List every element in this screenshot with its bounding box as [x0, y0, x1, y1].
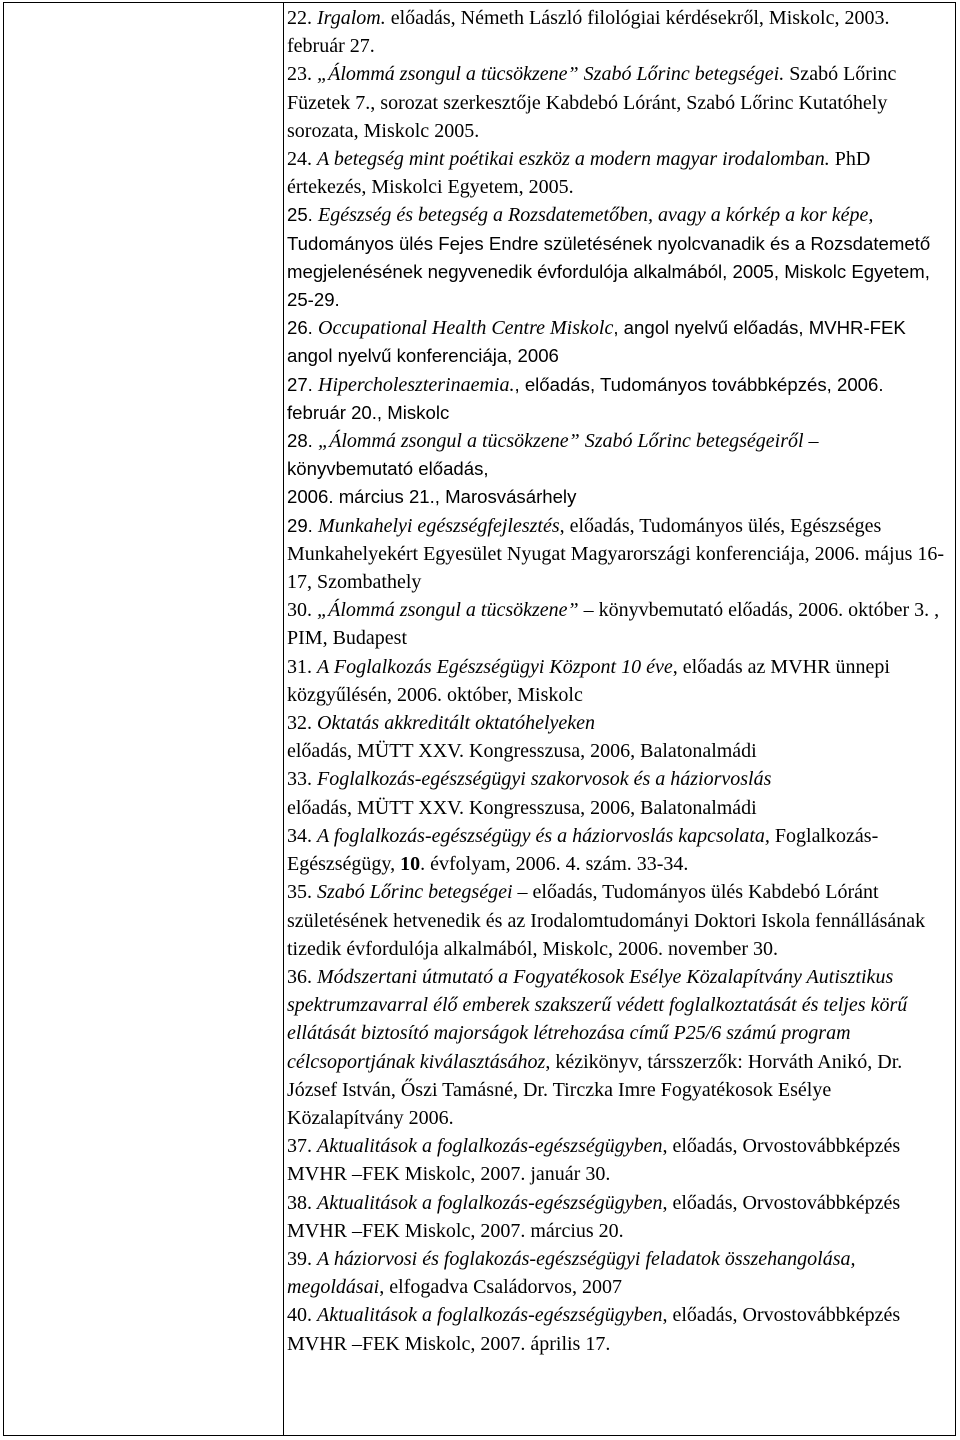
item-details: , előadás, Orvostovábbképzés MVHR –FEK Miskolc, 2007. április 17. — [287, 1304, 901, 1355]
item-number: 31. — [287, 655, 312, 678]
list-item — [287, 653, 947, 709]
item-title: Aktualitások a foglalkozás-egészségügyben — [317, 1304, 663, 1327]
list-item — [287, 314, 947, 370]
item-details: , előadás, Tudományos ülés, Egészséges Munkahelyekért Egyesület Nyugat Magyarországi konferenciája, 2006. május 16-17, Szombathely — [287, 514, 945, 594]
list-item — [287, 1132, 947, 1188]
item-title: Módszertani útmutató a Fogyatékosok Esélye Közalapítvány Autisztikus spektrumzavarral élő emberek szakszerű védett foglalkoztatását és teljes körű ellátását biztosító majorságok létrehozása című P25/6 számú program célcsoportjának kiválasztásához — [287, 965, 908, 1073]
item-number: 36. — [287, 965, 312, 988]
item-title: Egészség és betegség a Rozsdatemetőben, avagy a kórkép a kor képe, — [318, 204, 874, 227]
item-title: Munkahelyi egészségfejlesztés — [318, 514, 560, 537]
item-number: 25. — [287, 204, 313, 226]
item-title: Foglalkozás-egészségügyi szakorvosok és a háziorvoslás — [317, 768, 772, 791]
list-item — [287, 371, 947, 427]
item-details: – előadás, Tudományos ülés Kabdebó Lóránt születésének hetvenedik és az Irodalomtudományi Doktori Iskola fennállásának tizedik évfordulója alkalmából, Miskolc, 2006. november 30. — [287, 881, 926, 960]
list-item — [287, 427, 947, 512]
item-title: A betegség mint poétikai eszköz a modern magyar irodalomban. — [317, 148, 830, 171]
list-item — [287, 4, 947, 60]
item-number: 30. — [287, 599, 312, 622]
item-title: „Álommá zsongul a tücsökzene” — [317, 599, 579, 622]
item-number: 33. — [287, 768, 312, 791]
item-number: 22. — [287, 7, 312, 29]
item-number: 38. — [287, 1191, 312, 1214]
item-title: Hipercholeszterinaemia. — [318, 373, 515, 396]
item-details: Tudományos ülés Fejes Endre születésének nyolcvanadik és a Rozsdatemető megjelenésének negyvenedik évfordulója alkalmából, 2005, Miskolc Egyetem, 25-29. — [287, 232, 931, 311]
item-details: Szabó Lőrinc Füzetek 7., sorozat szerkesztője Kabdebó Lóránt, Szabó Lőrinc Kutatóhely sorozata, Miskolc 2005. — [287, 63, 897, 142]
item-title: Oktatás akkreditált oktatóhelyeken — [317, 712, 596, 735]
list-item — [287, 1245, 947, 1301]
list-item — [287, 878, 947, 963]
column-divider — [283, 3, 284, 1435]
list-item — [287, 201, 947, 314]
item-number: 28. — [287, 430, 313, 452]
item-number: 27. — [287, 373, 313, 395]
item-number: 37. — [287, 1135, 312, 1158]
list-item — [287, 963, 947, 1132]
item-journal: Foglalkozás-Egészségügy, — [287, 824, 879, 876]
item-details: , elfogadva Családorvos, 2007 — [379, 1276, 622, 1299]
list-item — [287, 822, 947, 878]
item-title: Occupational Health Centre Miskolc — [318, 317, 614, 340]
item-title: Irgalom. — [317, 7, 386, 29]
item-number: 32. — [287, 712, 312, 735]
list-item — [287, 765, 947, 821]
item-details: előadás, Németh László filológiai kérdésekről, Miskolc, 2003. február 27. — [287, 7, 890, 58]
item-title: A Foglalkozás Egészségügyi Központ 10 éve — [317, 655, 673, 678]
item-title: „Álommá zsongul a tücsökzene” Szabó Lőrinc betegségei. — [317, 63, 785, 86]
item-details: . évfolyam, 2006. 4. szám. 33-34. — [420, 853, 689, 876]
item-details: , kézikönyv, társszerzők: Horváth Anikó, Dr. József István, Őszi Tamásné, Dr. Tirczka Imre Fogyatékosok Esélye Közalapítvány 2006. — [287, 1050, 903, 1129]
item-details: , angol nyelvű előadás, MVHR-FEK angol nyelvű konferenciája, 2006 — [287, 317, 906, 367]
item-title: Aktualitások a foglalkozás-egészségügyben — [317, 1135, 663, 1158]
item-title: Aktualitások a foglalkozás-egészségügyben — [317, 1191, 663, 1214]
item-title: Szabó Lőrinc betegségei — [317, 881, 513, 904]
item-details: előadás, MÜTT XXV. Kongresszusa, 2006, Balatonalmádi — [287, 740, 757, 763]
item-title: A foglalkozás-egészségügy és a háziorvoslás kapcsolata, — [317, 824, 770, 847]
item-details: könyvbemutató előadás, — [287, 458, 489, 480]
item-number: 23. — [287, 63, 312, 86]
item-number: 40. — [287, 1304, 312, 1327]
item-number: 29. — [287, 514, 313, 536]
list-item — [287, 145, 947, 201]
item-number: 35. — [287, 881, 312, 904]
list-item — [287, 596, 947, 652]
item-details: , előadás, Tudományos továbbképzés, 2006. február 20., Miskolc — [287, 373, 884, 423]
item-number: 26. — [287, 317, 313, 339]
item-details: – könyvbemutató előadás, 2006. október 3. , PIM, Budapest — [287, 599, 940, 650]
list-item — [287, 709, 947, 765]
item-number: 39. — [287, 1247, 312, 1270]
item-details: előadás, MÜTT XXV. Kongresszusa, 2006, Balatonalmádi — [287, 796, 757, 819]
item-number: 34. — [287, 824, 312, 847]
item-details: , előadás, Orvostovábbképzés MVHR –FEK Miskolc, 2007. január 30. — [287, 1135, 901, 1186]
item-details: , előadás az MVHR ünnepi közgyűlésén, 2006. október, Miskolc — [287, 655, 890, 706]
item-date-place: 2006. március 21., Marosvásárhely — [287, 486, 577, 508]
item-number: 24. — [287, 148, 312, 171]
publication-list — [287, 4, 947, 1358]
list-item — [287, 1189, 947, 1245]
list-item — [287, 60, 947, 145]
list-item — [287, 1301, 947, 1357]
item-title: A háziorvosi és foglakozás-egészségügyi feladatok összehangolása, megoldásai — [287, 1247, 856, 1299]
item-details: PhD értekezés, Miskolci Egyetem, 2005. — [287, 148, 871, 199]
item-volume: 10 — [400, 853, 421, 876]
item-details: , előadás, Orvostovábbképzés MVHR –FEK Miskolc, 2007. március 20. — [287, 1191, 901, 1242]
list-item — [287, 512, 947, 597]
item-title: „Álommá zsongul a tücsökzene” Szabó Lőrinc betegségeiről – — [318, 430, 819, 453]
